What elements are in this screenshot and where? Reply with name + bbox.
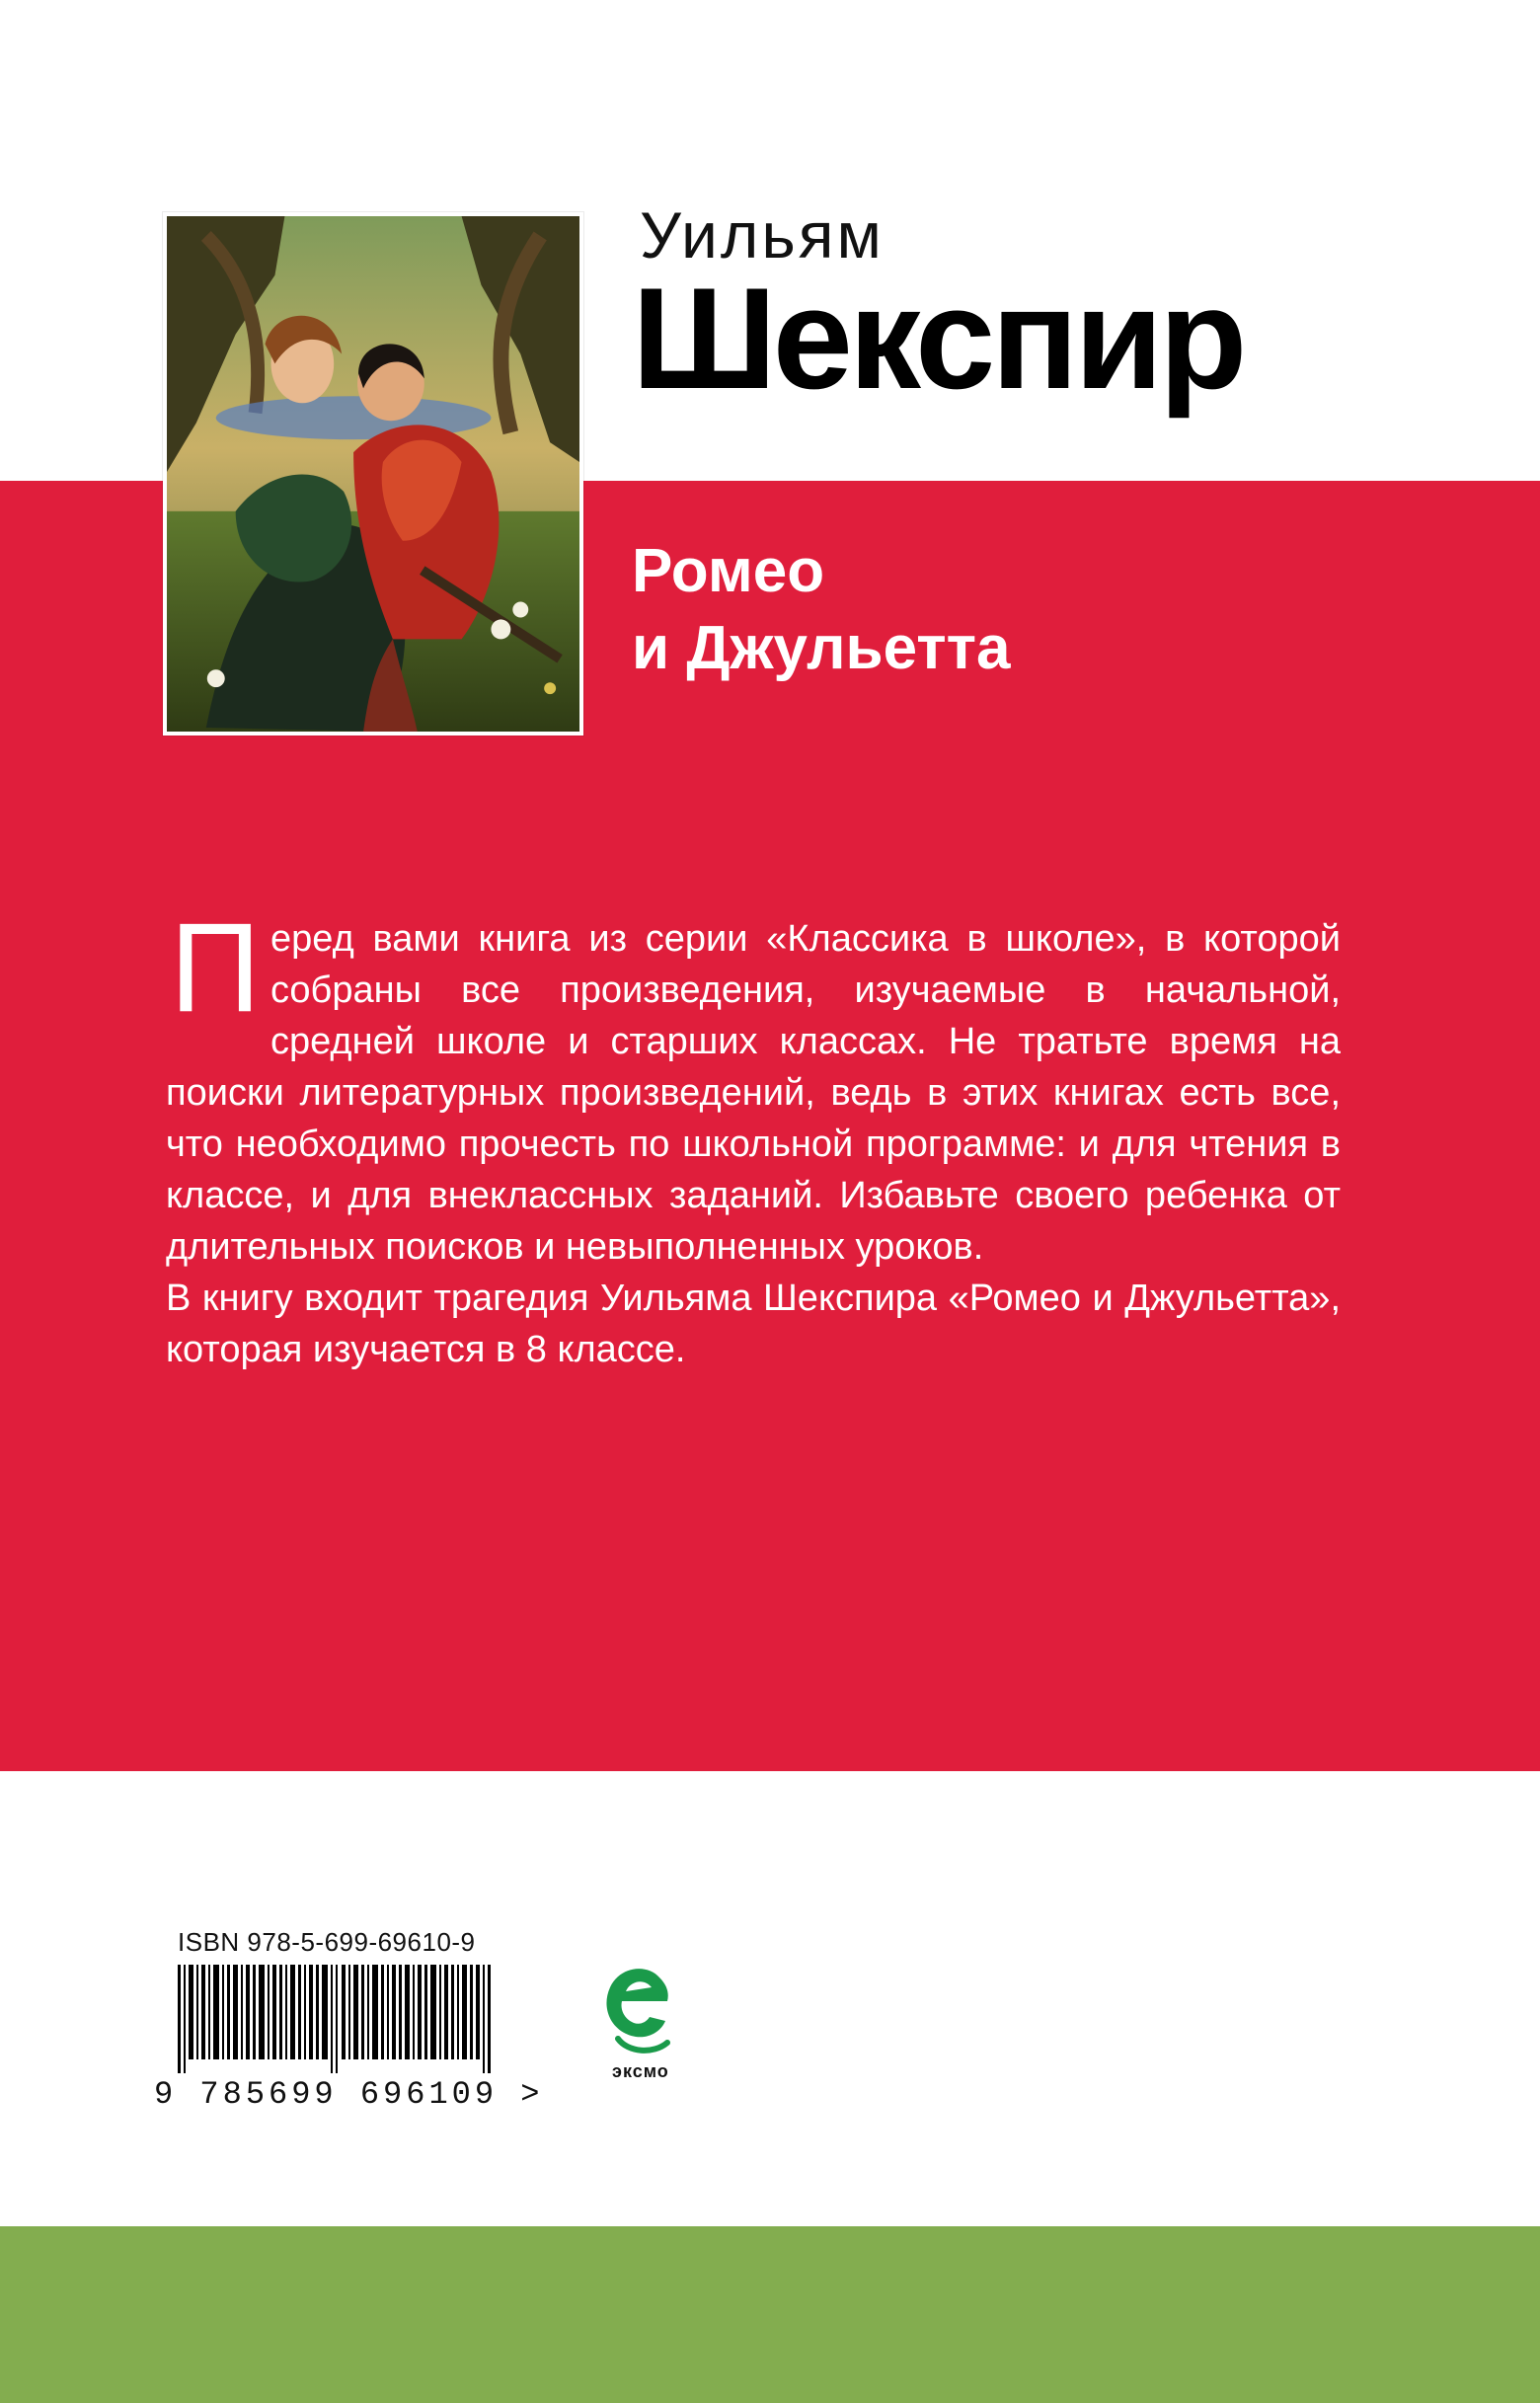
eksmo-logo-icon [598,1960,679,2058]
author-last-name: Шекспир [632,258,1244,419]
annotation-paragraph-1: еред вами книга из серии «Классика в школе», в которой собраны все произведения, изучаемые в начальной, средней школе и старших классах. Не тратьте время на поиски литературных произведений, ведь в этих книгах есть все, что необходимо прочесть по школьной программе: и для чтения в классе, и для внеклассных заданий. Избавьте своего ребенка от длительных поисков и невыполненных уроков. [166,918,1341,1268]
cover-painting [163,212,583,736]
book-title [632,533,1011,687]
publisher-name: эксмо [612,2061,669,2081]
book-title-line-1: Ромео [632,537,825,605]
painting-romeo-juliet-image [167,216,579,732]
author-first-name: Уильям [640,198,885,271]
green-footer-band [0,2226,1540,2403]
book-annotation [166,897,1341,1375]
annotation-paragraph-2: В книгу входит трагедия Уильяма Шекспира «Ромео и Джульетта», которая изучается в 8 классе. [166,1278,1341,1370]
isbn-label: ISBN 978-5-699-69610-9 [178,1927,476,1957]
book-title-line-2: и Джульетта [632,614,1011,682]
barcode-digits: 9 785699 696109 > [154,2076,544,2113]
barcode-graphic [178,1965,503,2073]
annotation-dropcap: П [170,897,261,1039]
